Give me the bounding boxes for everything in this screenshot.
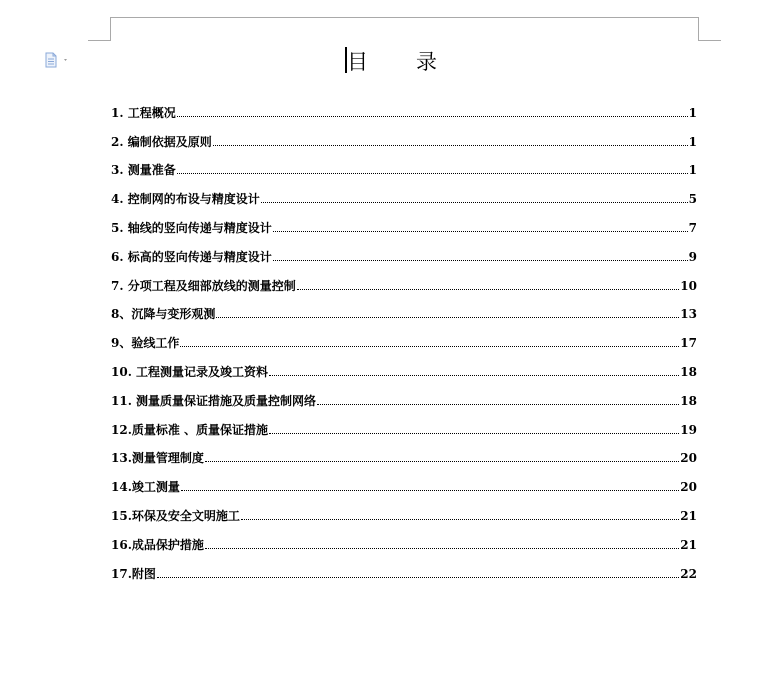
toc-entry-label[interactable]: 14.竣工测量 [111, 480, 180, 495]
toc-entry-label[interactable]: 16.成品保护措施 [111, 537, 204, 552]
toc-dot-leader [216, 317, 679, 318]
toc-dot-leader [157, 577, 679, 578]
toc-entry-label[interactable]: 11. 测量质量保证措施及质量控制网络 [111, 393, 317, 408]
toc-entry[interactable] [111, 349, 697, 378]
toc-entry[interactable] [111, 263, 697, 292]
toc-entry-label[interactable]: 2. 编制依据及原则 [111, 134, 212, 149]
toc-entry[interactable] [111, 320, 697, 349]
toc-dot-leader [181, 490, 679, 491]
toc-entry[interactable] [111, 522, 697, 551]
toc-entry[interactable] [111, 205, 697, 234]
toc-dot-leader [273, 260, 688, 261]
toc-entry-label[interactable]: 10. 工程测量记录及竣工资料 [111, 364, 269, 379]
toc-entry-page-number[interactable]: 20 [680, 451, 697, 466]
toc-entry[interactable] [111, 119, 697, 148]
toc-dot-leader [297, 289, 680, 290]
toc-entry-page-number[interactable]: 18 [680, 393, 697, 408]
toc-dot-leader [269, 433, 679, 434]
toc-entry[interactable] [111, 464, 697, 493]
toc-entry-label[interactable]: 5. 轴线的竖向传递与精度设计 [111, 220, 272, 235]
document-icon[interactable] [45, 52, 71, 68]
toc-entry-label[interactable]: 8、沉降与变形观测 [111, 307, 216, 322]
toc-entry-page-number[interactable]: 22 [680, 566, 697, 581]
table-of-contents [111, 90, 697, 580]
toc-entry-page-number[interactable]: 13 [680, 307, 697, 322]
toc-dot-leader [213, 145, 688, 146]
toc-entry[interactable] [111, 292, 697, 321]
page-title [347, 46, 437, 76]
toc-entry-page-number[interactable]: 21 [680, 537, 697, 552]
toc-entry[interactable] [111, 407, 697, 436]
toc-entry-page-number[interactable]: 10 [680, 278, 697, 293]
crop-mark-top-left [88, 17, 111, 41]
toc-entry[interactable] [111, 176, 697, 205]
toc-entry-label[interactable]: 6. 标高的竖向传递与精度设计 [111, 249, 272, 264]
toc-entry-page-number[interactable]: 7 [688, 220, 697, 235]
toc-entry-page-number[interactable]: 1 [688, 105, 697, 120]
toc-dot-leader [317, 404, 679, 405]
toc-entry-page-number[interactable]: 5 [688, 192, 697, 207]
toc-entry[interactable] [111, 378, 697, 407]
toc-entry[interactable] [111, 148, 697, 177]
toc-entry-page-number[interactable]: 9 [688, 249, 697, 264]
page-top-edge [111, 17, 698, 18]
toc-dot-leader [261, 202, 688, 203]
toc-dot-leader [180, 346, 679, 347]
toc-entry-label[interactable]: 12.质量标准 、质量保证措施 [111, 422, 269, 437]
toc-entry-label[interactable]: 15.环保及安全文明施工 [111, 508, 240, 523]
crop-mark-top-right [698, 17, 721, 41]
toc-entry-page-number[interactable]: 1 [688, 134, 697, 149]
toc-entry-page-number[interactable]: 21 [680, 508, 697, 523]
toc-entry-page-number[interactable]: 19 [680, 422, 697, 437]
toc-entry-label[interactable]: 4. 控制网的布设与精度设计 [111, 192, 260, 207]
toc-dot-leader [269, 375, 679, 376]
toc-dot-leader [205, 548, 679, 549]
toc-entry-page-number[interactable]: 20 [680, 480, 697, 495]
title-char-2: 录 [416, 50, 437, 74]
toc-entry-label[interactable]: 17.附图 [111, 566, 156, 581]
toc-entry[interactable] [111, 436, 697, 465]
toc-entry-page-number[interactable]: 17 [680, 336, 697, 351]
toc-entry[interactable] [111, 234, 697, 263]
toc-entry[interactable] [111, 90, 697, 119]
toc-entry-page-number[interactable]: 18 [680, 364, 697, 379]
toc-entry-page-number[interactable]: 1 [688, 163, 697, 178]
toc-dot-leader [273, 231, 688, 232]
toc-dot-leader [177, 173, 688, 174]
toc-entry-label[interactable]: 9、验线工作 [111, 336, 180, 351]
toc-entry-label[interactable]: 7. 分项工程及细部放线的测量控制 [111, 278, 296, 293]
title-char-1: 目 [347, 50, 368, 74]
toc-dot-leader [205, 461, 679, 462]
toc-entry[interactable] [111, 551, 697, 580]
toc-dot-leader [241, 519, 679, 520]
toc-entry-label[interactable]: 3. 测量准备 [111, 163, 176, 178]
toc-dot-leader [177, 116, 688, 117]
toc-entry-label[interactable]: 1. 工程概况 [111, 105, 176, 120]
toc-entry[interactable] [111, 493, 697, 522]
toc-entry-label[interactable]: 13.测量管理制度 [111, 451, 204, 466]
